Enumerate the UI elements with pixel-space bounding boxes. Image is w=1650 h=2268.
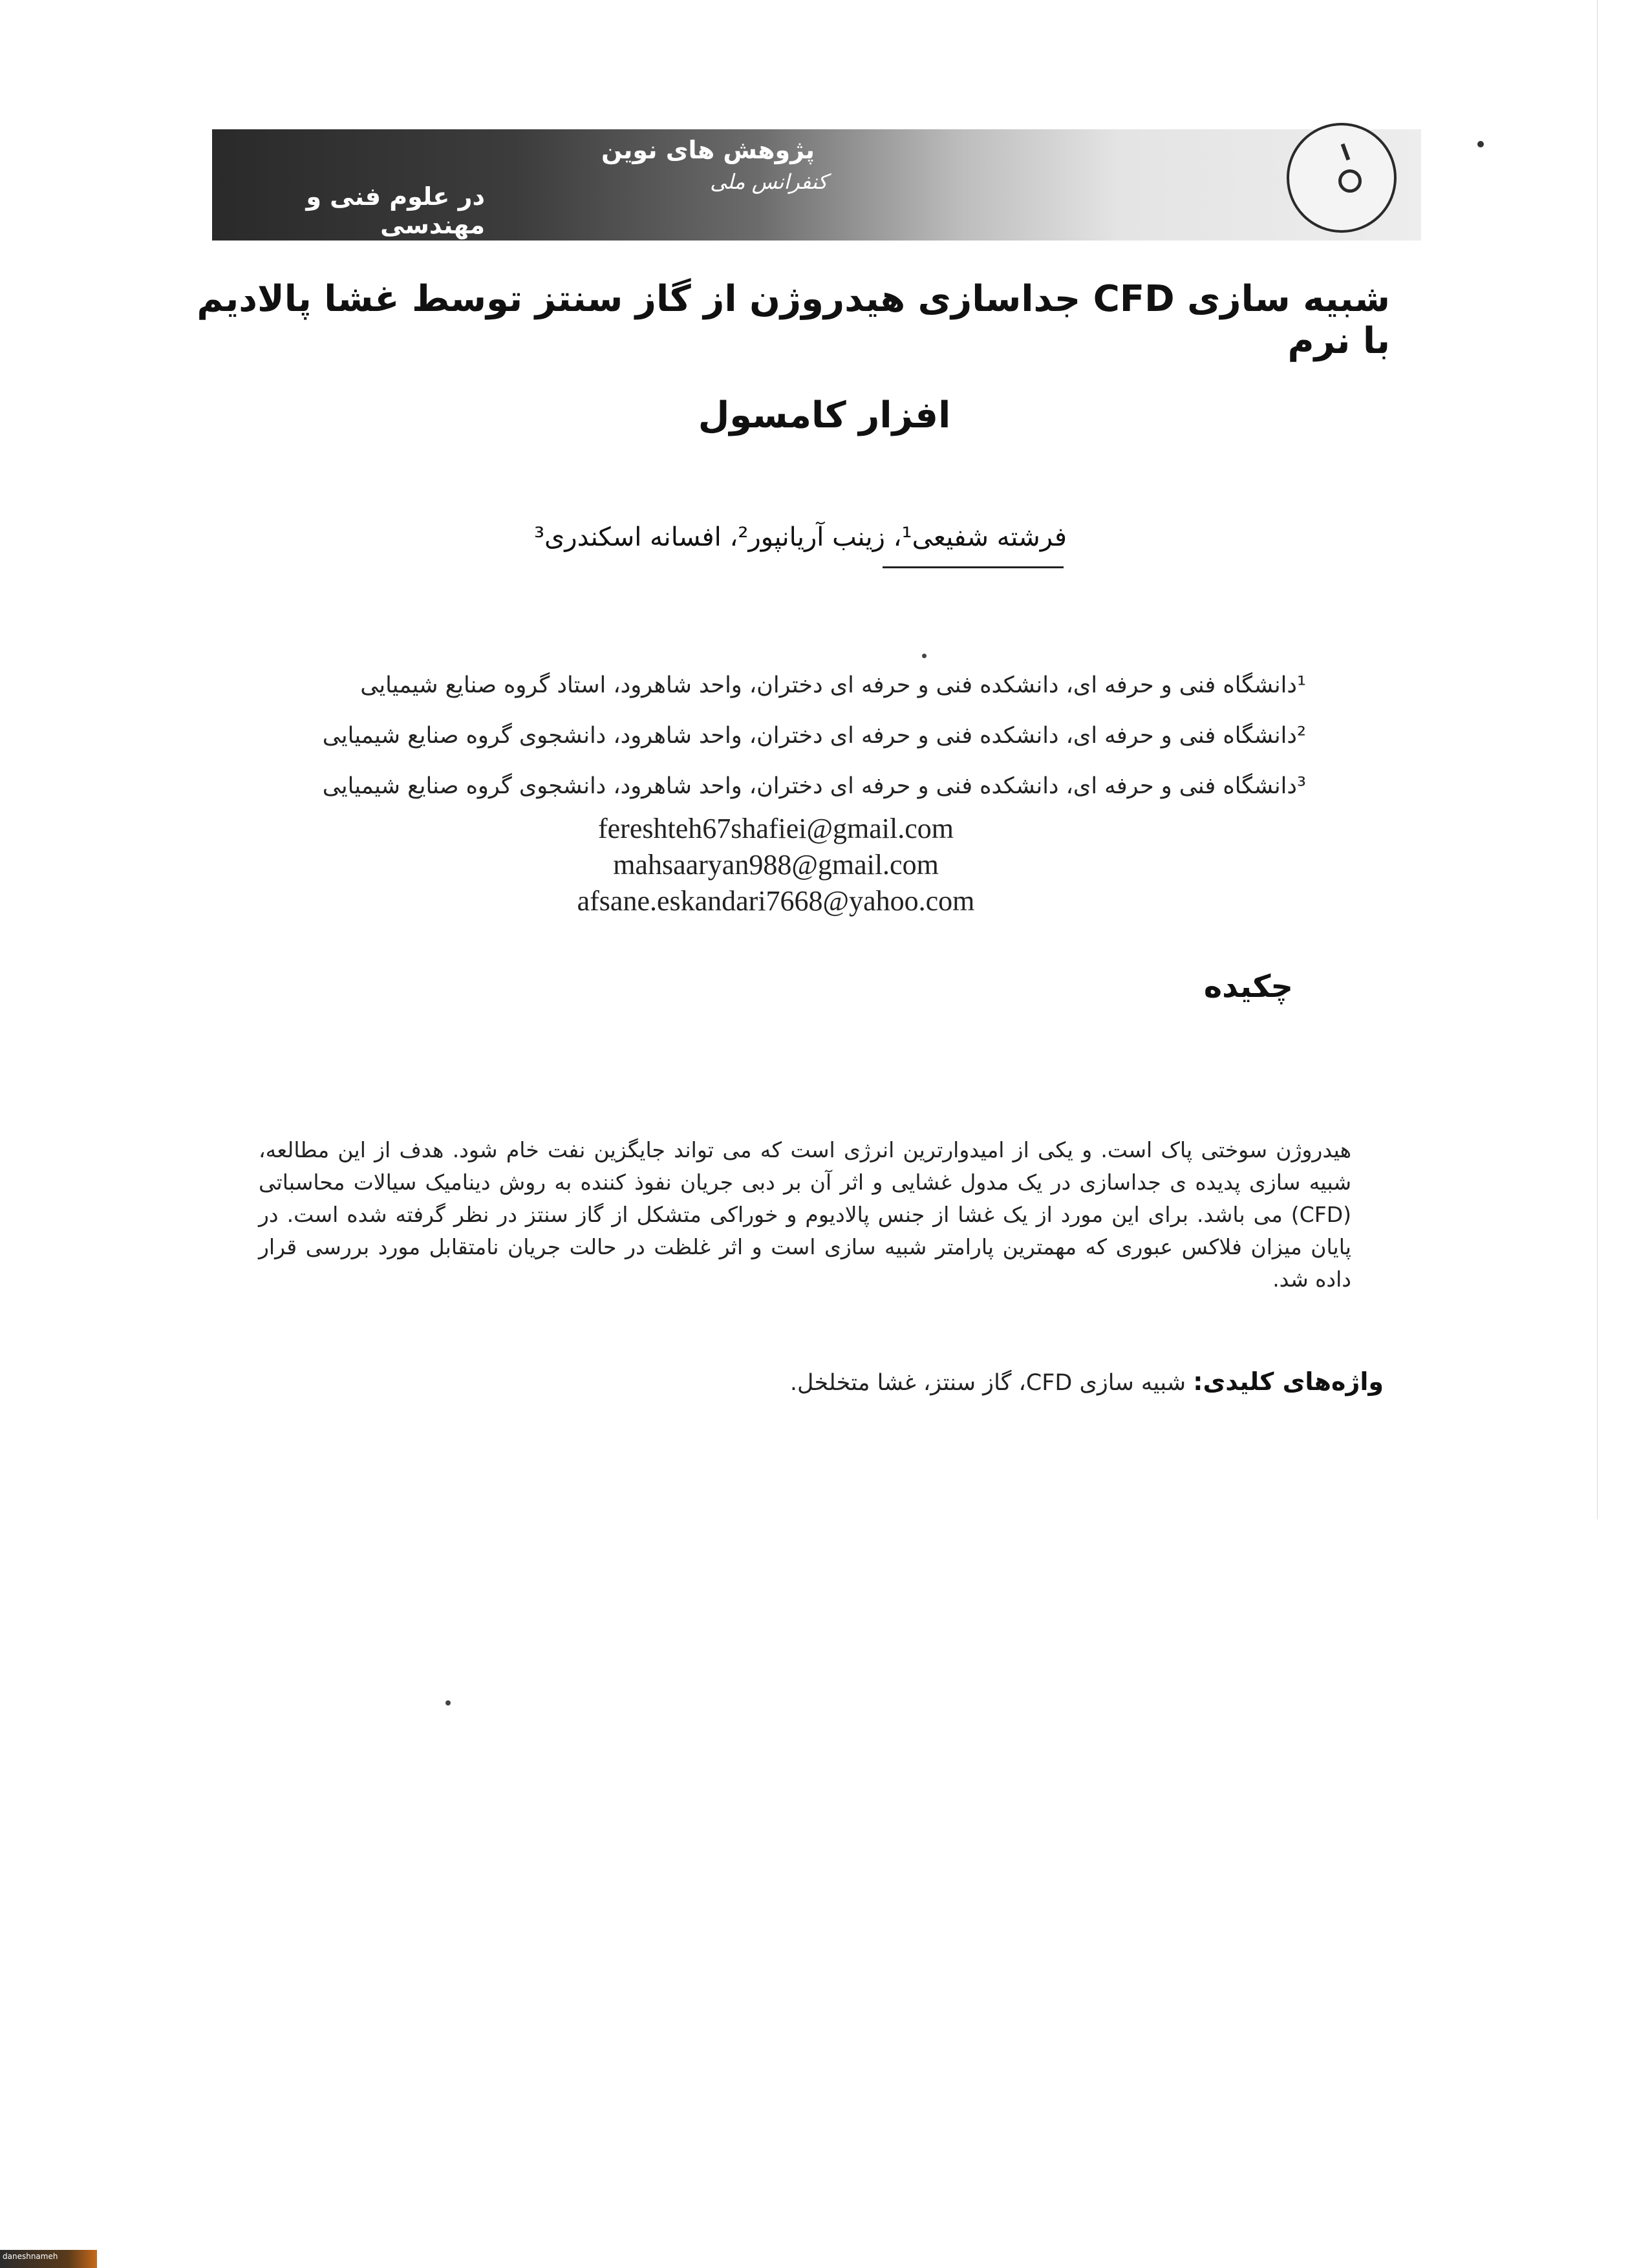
paper-title-line-2: افزار کامسول [698, 394, 951, 436]
email-3: afsane.eskandari7668@yahoo.com [577, 885, 975, 917]
keywords-value: شبیه سازی CFD، گاز سنتز، غشا متخلخل. [789, 1370, 1186, 1396]
banner-conference-label: کنفرانس ملی [710, 169, 828, 194]
affiliation-3: ³دانشگاه فنی و حرفه ای، دانشکده فنی و حرفه ای دختران، واحد شاهرود، دانشجوی گروه صنایع شیمیایی [322, 773, 1306, 799]
affiliation-2: ²دانشگاه فنی و حرفه ای، دانشکده فنی و حرفه ای دختران، واحد شاهرود، دانشجوی گروه صنایع شیمیایی [322, 723, 1306, 749]
scan-speck [922, 654, 927, 658]
email-1: fereshteh67shafiei@gmail.com [598, 813, 954, 844]
author-underline [883, 566, 1064, 568]
banner-title: پژوهش های نوین [601, 136, 815, 164]
banner-subtitle: در علوم فنی و مهندسی [306, 182, 485, 239]
footer-watermark-text: daneshnameh [3, 2252, 58, 2261]
scan-speck [1477, 141, 1484, 147]
scan-speck [445, 1700, 451, 1706]
email-2: mahsaaryan988@gmail.com [613, 849, 939, 881]
affiliation-1: ¹دانشگاه فنی و حرفه ای، دانشکده فنی و حرفه ای دختران، واحد شاهرود، استاد گروه صنایع شیمیایی [360, 672, 1306, 698]
keywords-label: واژه‌های کلیدی: [1193, 1367, 1384, 1396]
abstract-heading: چکیده [1203, 968, 1293, 1005]
author-list: فرشته شفیعی¹، زینب آریانپور²، افسانه اسکندری³ [533, 522, 1067, 552]
logo-inner-circle [1338, 169, 1362, 193]
paper-title-line-1: شبیه سازی CFD جداسازی هیدروژن از گاز سنتز توسط غشا پالادیم با نرم [197, 278, 1390, 362]
page-edge [1597, 0, 1598, 1519]
keywords-line [582, 1367, 1384, 1396]
abstract-body: هیدروژن سوختی پاک است. و یکی از امیدوارترین انرژی است که می تواند جایگزین نفت خام شود. هدف از این مطالعه، شبیه سازی پدیده ی جداسازی در یک مدول غشایی و اثر آن بر دبی جریان نفوذ کننده به روش دینامیک سیالات محاسباتی (CFD) می باشد. برای این مورد از یک غشا از جنس پالادیوم و خوراکی متشکل از گاز سنتز در نظر گرفته شده است. در پایان میزان فلاکس عبوری که مهمترین پارامتر شبیه سازی است و اثر غلظت در حالت جریان نامتقابل مورد بررسی قرار داده شد. [259, 1137, 1351, 1292]
